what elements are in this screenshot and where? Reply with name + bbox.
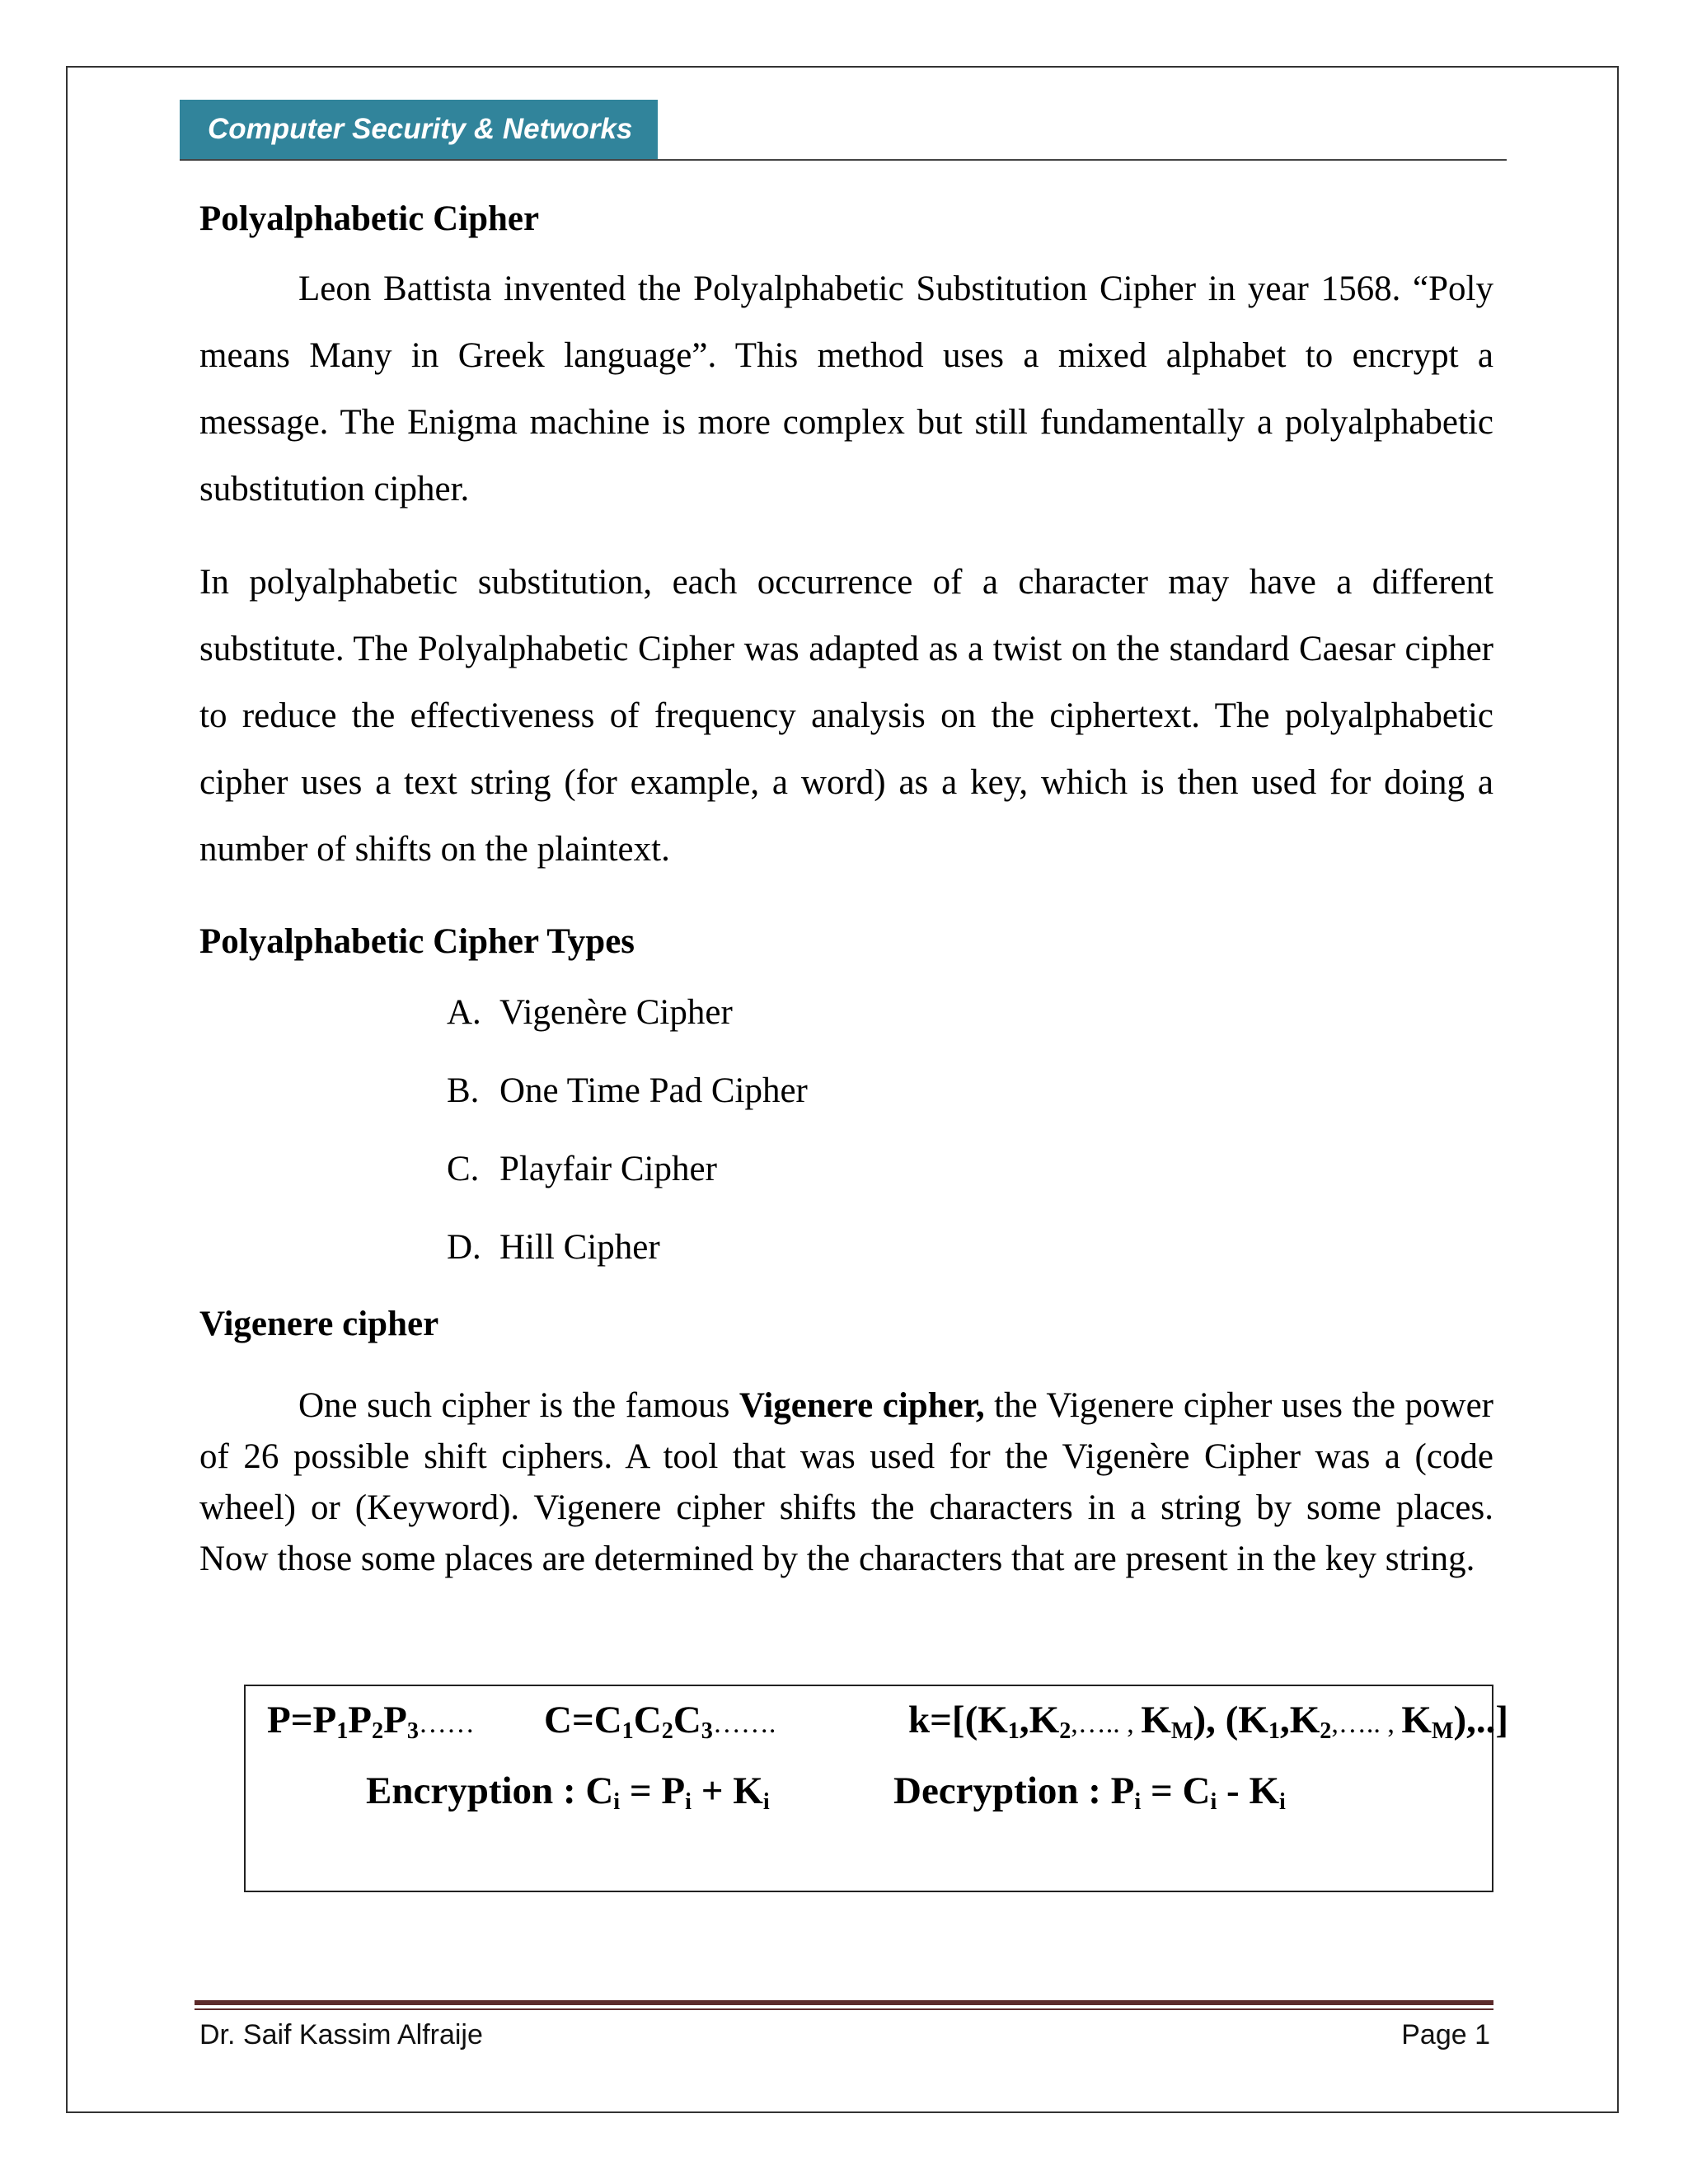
key-sequence: $k=[(K_1,K_2,\dots$.. , $K_M$), ($K_1,K_2,\dots$.. , $K_M$),..] (908, 1699, 1509, 1745)
formula-box (244, 1685, 1509, 1892)
document-body (199, 194, 1493, 1585)
plaintext-sequence: $P=P_1P_2P_3\dots\dots$ (267, 1699, 475, 1745)
paragraph-substitution: In polyalphabetic substitution, each occurrence of a character may have a different substitute. The Polyalphabetic Cipher was adapted as a twist on the standard Caesar cipher to reduce the effectiveness of frequency analysis on the ciphertext. The polyalphabetic cipher uses a text string (for example, a word) as a key, which is then used for doing a number of shifts on the plaintext. (199, 563, 1493, 869)
decryption-formula: Decryption : $P_i = C_i - K_i$ (893, 1769, 1286, 1816)
list-item: B. One Time Pad Cipher (447, 1071, 808, 1110)
list-item: A. Vigenère Cipher (447, 993, 733, 1032)
sequence-row (267, 1698, 1509, 1755)
heading-polyalphabetic-cipher: Polyalphabetic Cipher (199, 199, 540, 238)
encryption-formula: Encryption : $C_i = P_i + K_i$ (366, 1769, 770, 1816)
footer-rule (195, 2000, 1493, 2005)
paragraph-history: Leon Battista invented the Polyalphabetic Substitution Cipher in year 1568. “Poly means Many in Greek language”. This method uses a mixed alphabet to encrypt a message. The Enigma machine is more complex but still fundamentally a polyalphabetic substitution cipher. (199, 269, 1493, 509)
footer-rule-thin (195, 2008, 1493, 2010)
list-item: D. Hill Cipher (447, 1228, 660, 1267)
header-title-tab: Computer Security & Networks (180, 100, 658, 159)
paragraph-vigenere: One such cipher is the famous Vigenere cipher, the Vigenere cipher uses the power of 26 possible shift ciphers. A tool that was used for the Vigenère Cipher was a (code wheel) or (Keyword). Vigenere cipher shifts the characters in a string by some places. Now those some places are determined by the characters that are present in the key string. (199, 1386, 1493, 1578)
header-rule (180, 159, 1507, 161)
equation-row (366, 1769, 1470, 1826)
footer-page-number: Page 1 (1401, 2019, 1490, 2050)
ciphertext-sequence: $C=C_1C_2C_3\dots\dots$. (544, 1699, 776, 1745)
cipher-types-list (199, 980, 1493, 1293)
list-item: C. Playfair Cipher (447, 1150, 717, 1188)
heading-cipher-types: Polyalphabetic Cipher Types (199, 922, 635, 961)
footer-author: Dr. Saif Kassim Alfraije (199, 2019, 483, 2050)
heading-vigenere-cipher: Vigenere cipher (199, 1305, 439, 1343)
